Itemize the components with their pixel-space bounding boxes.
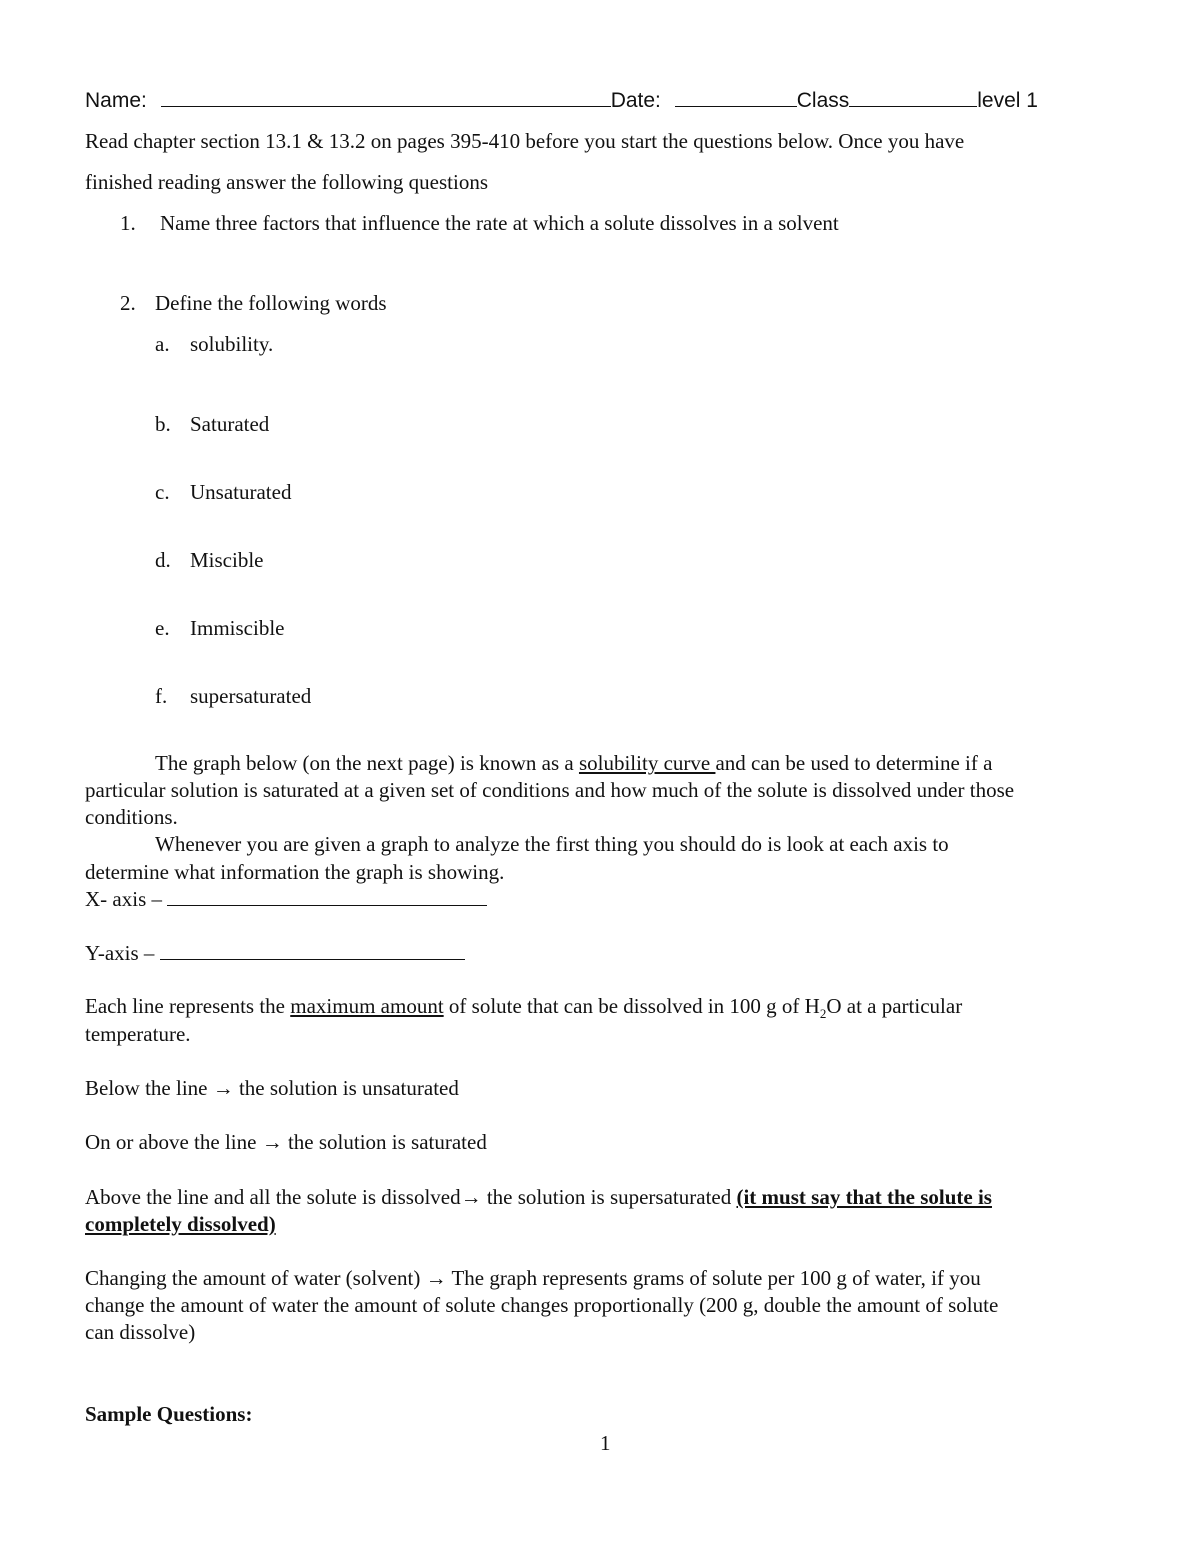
changing-line-1: Changing the amount of water (solvent) → The graph represents grams of solute per 100 g of water, if you (85, 1266, 981, 1290)
rule-on-above: On or above the line → the solution is saturated (85, 1130, 487, 1154)
term-word: supersaturated (190, 684, 312, 708)
paragraph-1-line-3: conditions. (85, 805, 178, 829)
term-word: Saturated (190, 412, 270, 436)
rule-emphasis: (it must say that the solute is (736, 1185, 992, 1209)
subscript-2: 2 (819, 1006, 827, 1022)
term-letter: b. (155, 412, 171, 436)
date-blank[interactable] (675, 88, 797, 107)
y-axis-line (85, 940, 465, 966)
term-item (155, 479, 291, 505)
paragraph-text: O at a particular (826, 994, 963, 1018)
sample-questions-heading: Sample Questions: (85, 1402, 253, 1426)
level-label: level 1 (977, 89, 1038, 112)
term-word: Unsaturated (190, 480, 292, 504)
page-number: 1 (600, 1431, 611, 1455)
class-blank[interactable] (849, 88, 977, 107)
maximum-amount-term: maximum amount (290, 994, 444, 1018)
x-axis-blank[interactable] (167, 887, 487, 906)
paragraph-1-line-1 (155, 750, 992, 776)
y-axis-label: Y-axis – (85, 941, 155, 965)
paragraph-2-line-2: determine what information the graph is showing. (85, 860, 505, 884)
paragraph-text: The graph below (on the next page) is known as a (155, 751, 579, 775)
paragraph-text: of solute that can be dissolved in 100 g of H (443, 994, 820, 1018)
question-2-text: Define the following words (155, 291, 387, 315)
question-1 (120, 210, 839, 236)
term-letter: f. (155, 684, 168, 708)
name-label: Name: (85, 89, 147, 112)
paragraph-text: and can be used to determine if a (715, 751, 993, 775)
term-word: solubility. (190, 332, 274, 356)
question-2 (120, 290, 387, 316)
rule-below: Below the line → the solution is unsaturated (85, 1076, 459, 1100)
solubility-curve-term: solubility curve (578, 751, 716, 775)
term-letter: e. (155, 616, 170, 640)
term-letter: c. (155, 480, 170, 504)
class-label: Class (796, 89, 850, 112)
question-1-text: Name three factors that influence the rate at which a solute dissolves in a solvent (160, 211, 839, 235)
intro-line-2: finished reading answer the following questions (85, 170, 488, 194)
lines-info-line-1 (85, 993, 962, 1027)
rule-above-line-2: completely dissolved) (85, 1212, 276, 1236)
x-axis-line (85, 886, 487, 912)
paragraph-1-line-2: particular solution is saturated at a given set of conditions and how much of the solute is dissolved under those (85, 778, 1015, 802)
date-label: Date: (610, 89, 661, 112)
term-word: Immiscible (190, 616, 285, 640)
term-item (155, 683, 311, 709)
intro-line-1: Read chapter section 13.1 & 13.2 on pages 395-410 before you start the questions below. Once you have (85, 129, 965, 153)
paragraph-text: Each line represents the (85, 994, 291, 1018)
name-blank[interactable] (161, 88, 611, 107)
question-1-number: 1. (120, 211, 136, 235)
term-item (155, 547, 264, 573)
header-line (85, 88, 1038, 114)
paragraph-2-line-1: Whenever you are given a graph to analyze the first thing you should do is look at each axis to (155, 832, 949, 856)
rule-above-line-1 (85, 1184, 992, 1210)
term-item (155, 615, 284, 641)
question-2-number: 2. (120, 291, 136, 315)
term-item (155, 411, 269, 437)
changing-line-2: change the amount of water the amount of solute changes proportionally (200 g, double the amount of solute (85, 1293, 999, 1317)
term-letter: a. (155, 332, 170, 356)
x-axis-label: X- axis – (85, 887, 162, 911)
changing-line-3: can dissolve) (85, 1320, 196, 1344)
y-axis-blank[interactable] (160, 941, 465, 960)
term-word: Miscible (190, 548, 264, 572)
paragraph-text: Above the line and all the solute is dissolved→ the solution is supersaturated (85, 1185, 737, 1209)
lines-info-line-2: temperature. (85, 1022, 191, 1046)
term-letter: d. (155, 548, 171, 572)
term-item (155, 331, 273, 357)
